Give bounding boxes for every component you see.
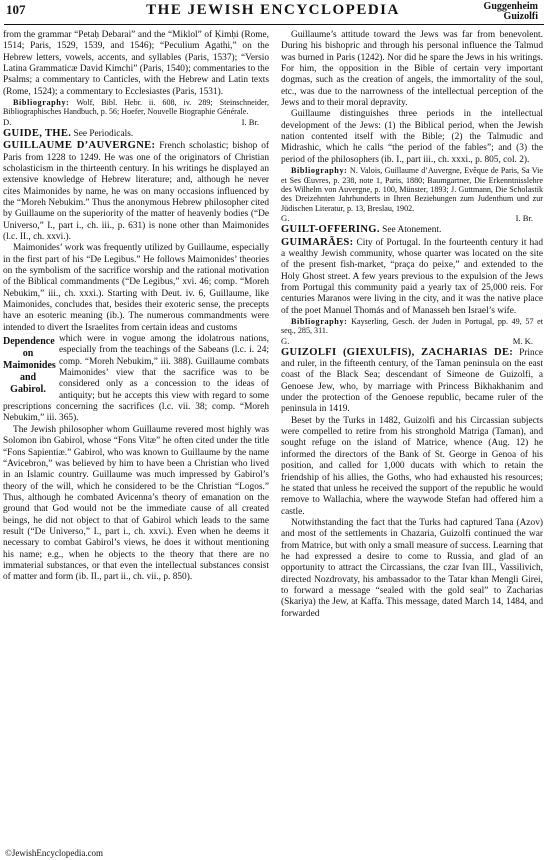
paragraph: Maimonides’ work was frequently utilized by Guillaume, especially in the first part of his “De Legibus.” He follows Maimonides’ theories on the symbolism of the sacrifice worship and the rational motivation of the Biblical commandments (“De Legibus,” xvi. 46; comp. “Moreh Nebukim,” iii., ch. xxxi.). Starting with Deut. iv. 6, Guillaume, like Maimonides, concludes that, besides their exoteric sense, the precepts have an esoteric meaning (ib.). The numerous commandments were intended to divert the Israelites from certain ideas and customs [3, 243, 269, 333]
site-credit: ©JewishEncyclopedia.com [5, 848, 104, 858]
running-title: THE JEWISH ENCYCLOPEDIA [146, 2, 400, 18]
bibliography [281, 317, 543, 336]
paragraph: from the grammar “Petaḥ Debarai” and the “Miklol” of Ḳimḥi (Rome, 1514; Paris, 1529, 1539, and 1546); “Peculium Agathi,” on the Hebrew letters, vowels, accents, and syllables (Paris, 1537); “Versio Latina Grammaticæ David Kimchi” (Paris, 1540); commentaries to the Psalms; a commentary to Canticles, with the Hebrew and Latin texts (Rome, 1524); a commentary to Ecclesiastes (Paris, 1531). [3, 30, 269, 97]
guide-word-last: Guizolfi [503, 11, 538, 22]
right-column [281, 30, 543, 620]
paragraph: Beset by the Turks in 1482, Guizolfi and his Circassian subjects were compelled to retire from his stronghold Matriga (Taman), and sought refuge on the island of Matrice, whence (Aug. 12) he informed the directors of the Bank of St. George in Genoa of his position, and called for 1,000 ducats with which to retain the friendship of his allies, the Goths, who had exhausted his resources; he stated that unless he received the support of the republic he would remove to Wallachia, where the waywode Stefan had offered him a castle. [281, 415, 543, 517]
signature-initial: G. [281, 335, 290, 346]
entry-headword: GUILT-OFFERING. [281, 224, 380, 236]
header-rule [4, 24, 544, 25]
paragraph: The Jewish philosopher whom Guillaume revered most highly was Solomon ibn Gabirol, whose “Fons Vitæ” he often cited under the title “Fons Sapientiæ.” Gabirol, who was known to Guillaume by the name “Avicebron,” was believed by him to have been a Christian who lived in an Islamic country. Guillaume was much impressed by Gabirol’s theory of the will, which he considered to be the Christian “Logos.” Thus, although he combated Avicenna’s theory of emanation on the ground that God would not be the immediate cause of all created beings, he did not object to that of Gabirol which leads to the same result (“De Universo,” I., part i., ch. xxvi.). Even when he deems it necessary to combat Gabirol’s views, he does it without mentioning his name; e.g., when he objects to the theory that there are no immaterial substances, or that even the intellectual substances consist of matter and form (ib. II., part ii., ch. vii., p. 850). [3, 424, 269, 583]
signature [3, 117, 269, 128]
paragraph: Guillaume distinguishes three periods in the intellectual development of the Jews: (1) the Biblical period, when the Jewish nation contented itself with the Bible; (2) the Talmudic and Midrashic, which he calls “the period of the fables”; and (3) the period of the philosophers (ib. I., part iii., ch. xxxi., p. 805, col. 2). [281, 109, 543, 165]
paragraph-text: Prince and ruler, in the fifteenth century, of the Taman peninsula on the east coast of the Black Sea; descendant of Simeone de Guizolfi, a Genoese Jew, who, by marriage with Princess Bikhakhanim and under the protection of the Genoese republic, became ruler of the peninsula in 1419. [281, 347, 543, 415]
signature-author: I. Br. [241, 116, 259, 127]
entry-headword: GUILLAUME D’AUVERGNE: [3, 140, 156, 152]
cross-reference: See Atonement. [379, 225, 442, 236]
paragraph-text: French scholastic; bishop of Paris from 1228 to 1249. He was one of the originators of Christian scholasticism in the thirteenth century. In his writings he displayed an extensive knowledge of Hebrew literature; and, although he never cites Maimonides by name, he was on many occasions influenced by the “Moreh Nebukim.” Thus the anonymous Hebrew philosopher cited by Guillaume on the superiority of the matter of heavenly bodies (“De Universo,” I., part i., ch. iii., p. 631) is none other than Maimonides (l.c. II., ch. xxvi.). [3, 141, 269, 242]
guide-word-first: Guggenheim [483, 1, 538, 12]
signature-author: M. K. [512, 335, 533, 346]
page-number: 107 [6, 2, 26, 17]
paragraph: Guillaume’s attitude toward the Jews was far from benevolent. During his bishopric and through his personal influence the Talmud was burned in Paris (1242). Nor did he spare the Jews in his writings. For him, the opposition in the Bible of certain very important dogmas, such as the creation of angels, the immortality of the soul, etc., was due to the narrowness of the intellectual perception of the Jews and to their moral depravity. [281, 30, 543, 109]
bibliography [3, 98, 269, 117]
bibliography [281, 166, 543, 213]
bibliography-text: N. Valois, Guillaume d’Auvergne, Evêque de Paris, Sa Vie et Ses Œuvres, p. 238, note 1, Paris, 1880; Baumgartner, Die Erkenntnisslehre des Wilhelm von Auvergne, p. 100, Münster, 1893; J. Guttmann, Die Scholastik des Dreizehnten Jahrhunderts in Ihren Beziehungen zum Judenthum und zur Jüdischen Literatur, p. 13, Breslau, 1902. [281, 166, 543, 213]
entry-headword: GUIMARÃES: [281, 236, 354, 248]
bibliography-text: Kayserling, Gesch. der Juden in Portugal, pp. 49, 57 et seq., 285, 311. [281, 316, 543, 336]
paragraph: Notwithstanding the fact that the Turks had captured Tana (Azov) and most of the settlements in Chazaria, Guizolfi continued the war from Matrice, but with only a small measure of success. Learning that he had expressed a desire to come to Russia, and glad of an opportunity to attract the Circassians, the czar Ivan III., Vassilivich, directed Nozdrovaty, his ambassador to the Tatar khan Mengli Girei, to forward a message “sealed with the gold seal” to Zacharias (Skariya) the Jew, at Kaffa. This message, dated March 14, 1484, and forwarded [281, 517, 543, 619]
entry-headword: GUIDE, THE. [3, 127, 72, 139]
signature [281, 336, 543, 347]
entry-headword: GUIZOLFI (GIEXULFIS), ZACHARIAS DE: [281, 346, 514, 358]
signature-author: I. Br. [515, 213, 533, 224]
paragraph: which were in vogue among the idolatrous nations, especially from the teachings of the Sabeans (l.c. i. 24; comp. “Moreh Nebukim,” iii. 388). Guillaume combats Maimonides’ view that the sacrifice was to be considered only as a concession to the ideas of antiquity; but he accepts this view with regard to some prescriptions concerning the sacrifices (l.c. vii. 38; comp. “Moreh Nebukim,” iii. 365). [3, 334, 269, 424]
entry-guimaraes [281, 237, 543, 317]
entry-auvergne-intro [3, 140, 269, 243]
signature [281, 213, 543, 224]
guide-words [484, 2, 538, 22]
entry-guizolfi [281, 347, 543, 416]
margin-note: Dependence on Maimonides and Gabirol. [3, 336, 56, 396]
bibliography-label: Bibliography: [13, 98, 70, 108]
entry-guilt-offering [281, 224, 543, 236]
cross-reference: See Periodicals. [71, 128, 134, 139]
paragraph-text: City of Portugal. In the fourteenth century it had a wealthy Jewish community, whose quarter was located on the site of the present fish-market, “praça do peixe,” and extended to the Holy Ghost street. A few years previous to the expulsion of the Jews from Portugal this community paid a yearly tax of 25,000 reis. For centuries Maranos were living in the city, and it was the native place of the poet Manuel Thomás and of Manasseh ben Israel’s wife. [281, 237, 543, 316]
signature-initial: D. [3, 116, 12, 127]
bibliography-label: Bibliography: [291, 166, 348, 176]
entry-guide [3, 128, 269, 140]
left-column [3, 30, 269, 584]
signature-initial: G. [281, 213, 290, 224]
bibliography-label: Bibliography: [291, 316, 348, 326]
bibliography-text: Wolf, Bibl. Hebr. ii. 608, iv. 289; Steinschneider, Bibliographisches Handbuch, p. 56; Hoefer, Nouvelle Biographie Générale. [3, 98, 269, 117]
